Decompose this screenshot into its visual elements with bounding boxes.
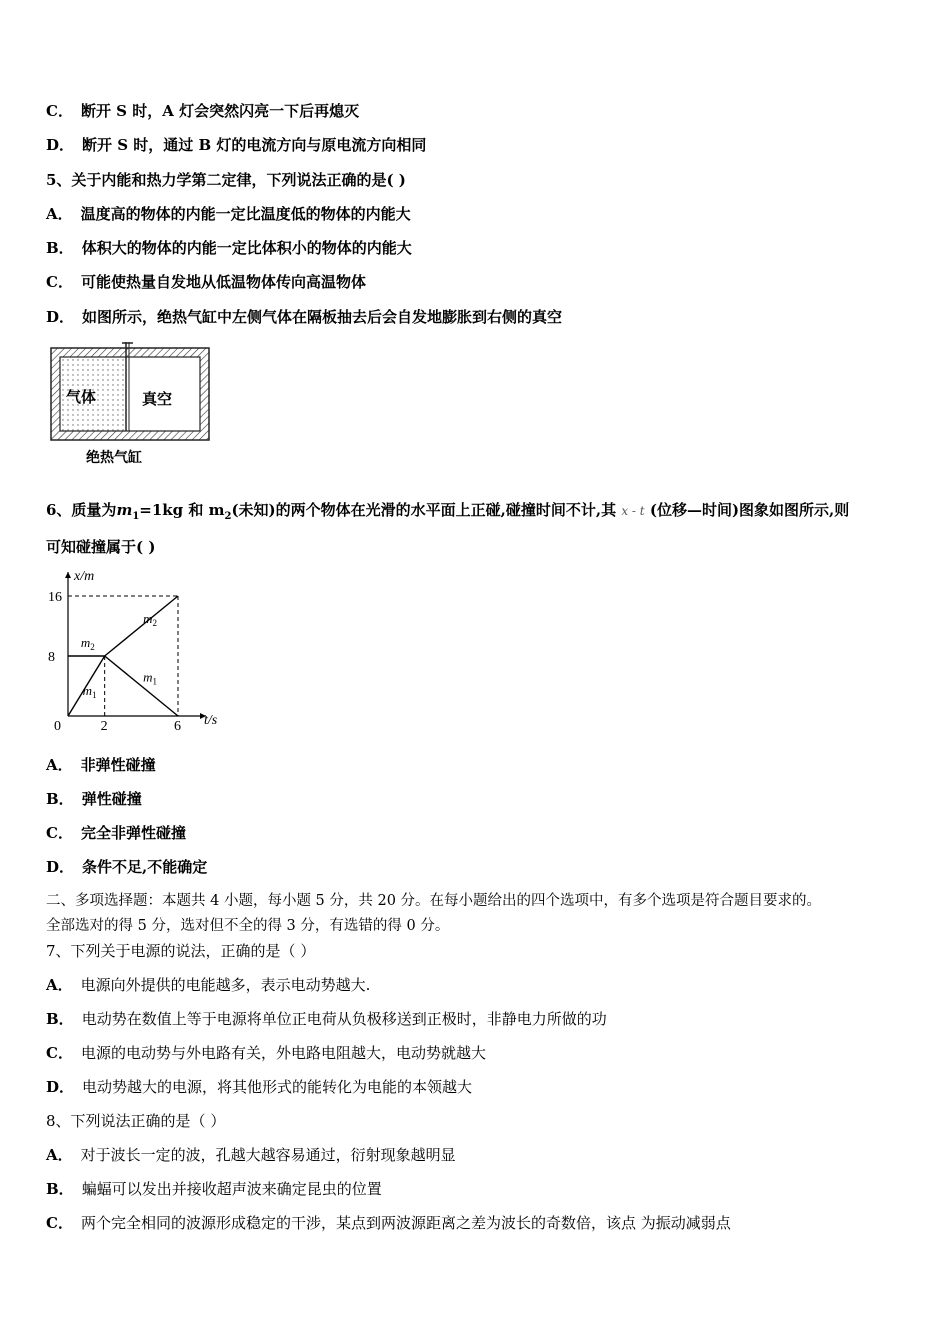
insulated-cylinder-figure xyxy=(46,338,216,468)
series-line-3 xyxy=(105,656,178,716)
y-axis-arrow xyxy=(65,572,71,578)
section2-line1: 二、多项选择题：本题共 4 小题，每小题 5 分，共 20 分。在每小题给出的四个选项中，有多个选项是符合题目要求的。 xyxy=(46,893,822,909)
figure-caption: 绝热气缸 xyxy=(86,449,142,465)
x-tick-label-2: 6 xyxy=(174,719,181,734)
xt-symbol: x - t xyxy=(621,504,645,518)
q4-option-c: C． 断开 S 时，A 灯会突然闪亮一下后再熄灭 xyxy=(46,102,360,120)
q7-stem: 7、下列关于电源的说法，正确的是（ ） xyxy=(46,942,316,960)
series-annotation-0: $m_2$ xyxy=(80,635,95,652)
q6-option-c: C． 完全非弹性碰撞 xyxy=(46,824,186,842)
q6-option-a: A． 非弹性碰撞 xyxy=(46,756,156,774)
series-annotation-1: $m_2$ xyxy=(143,611,158,628)
section2-line2: 全部选对的得 5 分，选对但不全的得 3 分，有选错的得 0 分。 xyxy=(46,918,450,934)
gas-label: 气体 xyxy=(66,389,97,406)
q5-option-b: B． 体积大的物体的内能一定比体积小的物体的内能大 xyxy=(46,239,412,257)
xt-chart xyxy=(46,566,226,736)
x-tick-label-1: 2 xyxy=(100,719,108,734)
q6-stem: 6、质量为$m_1=1kg$ 和 $m_2$(未知)的两个物体在光滑的水平面上正碰,碰撞时间不计,其 x - t (位移—时间)图象如图所示,则 xyxy=(46,501,850,522)
series-annotation-2: $m_1$ xyxy=(82,683,97,700)
x-axis-label: t/s xyxy=(204,713,218,728)
q4-option-d: D． 断开 S 时，通过 B 灯的电流方向与原电流方向相同 xyxy=(46,136,427,154)
y-tick-label-0: 16 xyxy=(48,590,62,605)
q5-option-c: C． 可能使热量自发地从低温物体传向高温物体 xyxy=(46,273,366,291)
q7-option-b: B． 电动势在数值上等于电源将单位正电荷从负极移送到正极时，非静电力所做的功 xyxy=(46,1010,607,1028)
q6-option-d: D． 条件不足,不能确定 xyxy=(46,858,208,876)
q7-option-d: D． 电动势越大的电源，将其他形式的能转化为电能的本领越大 xyxy=(46,1078,473,1096)
q5-option-a: A． 温度高的物体的内能一定比温度低的物体的内能大 xyxy=(46,205,411,223)
q8-option-a: A． 对于波长一定的波，孔越大越容易通过，衍射现象越明显 xyxy=(46,1146,456,1164)
q5-option-d: D． 如图所示，绝热气缸中左侧气体在隔板抽去后会自发地膨胀到右侧的真空 xyxy=(46,308,563,326)
x-tick-label-0: 0 xyxy=(54,719,61,734)
vacuum-label: 真空 xyxy=(142,391,173,408)
q8-option-b: B． 蝙蝠可以发出并接收超声波来确定昆虫的位置 xyxy=(46,1180,382,1198)
q6-option-b: B． 弹性碰撞 xyxy=(46,790,142,808)
y-tick-label-1: 8 xyxy=(48,650,55,665)
q8-option-c: C． 两个完全相同的波源形成稳定的干涉，某点到两波源距离之差为波长的奇数倍，该点 为振动减弱点 xyxy=(46,1214,731,1232)
q7-option-c: C． 电源的电动势与外电路有关，外电路电阻越大，电动势就越大 xyxy=(46,1044,486,1062)
q8-stem: 8、下列说法正确的是（ ） xyxy=(46,1112,226,1130)
series-line-1 xyxy=(105,596,178,656)
q7-option-a: A． 电源向外提供的电能越多，表示电动势越大. xyxy=(46,976,371,994)
y-axis-label: x/m xyxy=(74,569,95,584)
series-annotation-3: $m_1$ xyxy=(143,669,158,687)
q5-stem: 5、关于内能和热力学第二定律，下列说法正确的是( ) xyxy=(46,171,406,189)
q6-stem-line2: 可知碰撞属于( ) xyxy=(46,538,156,556)
